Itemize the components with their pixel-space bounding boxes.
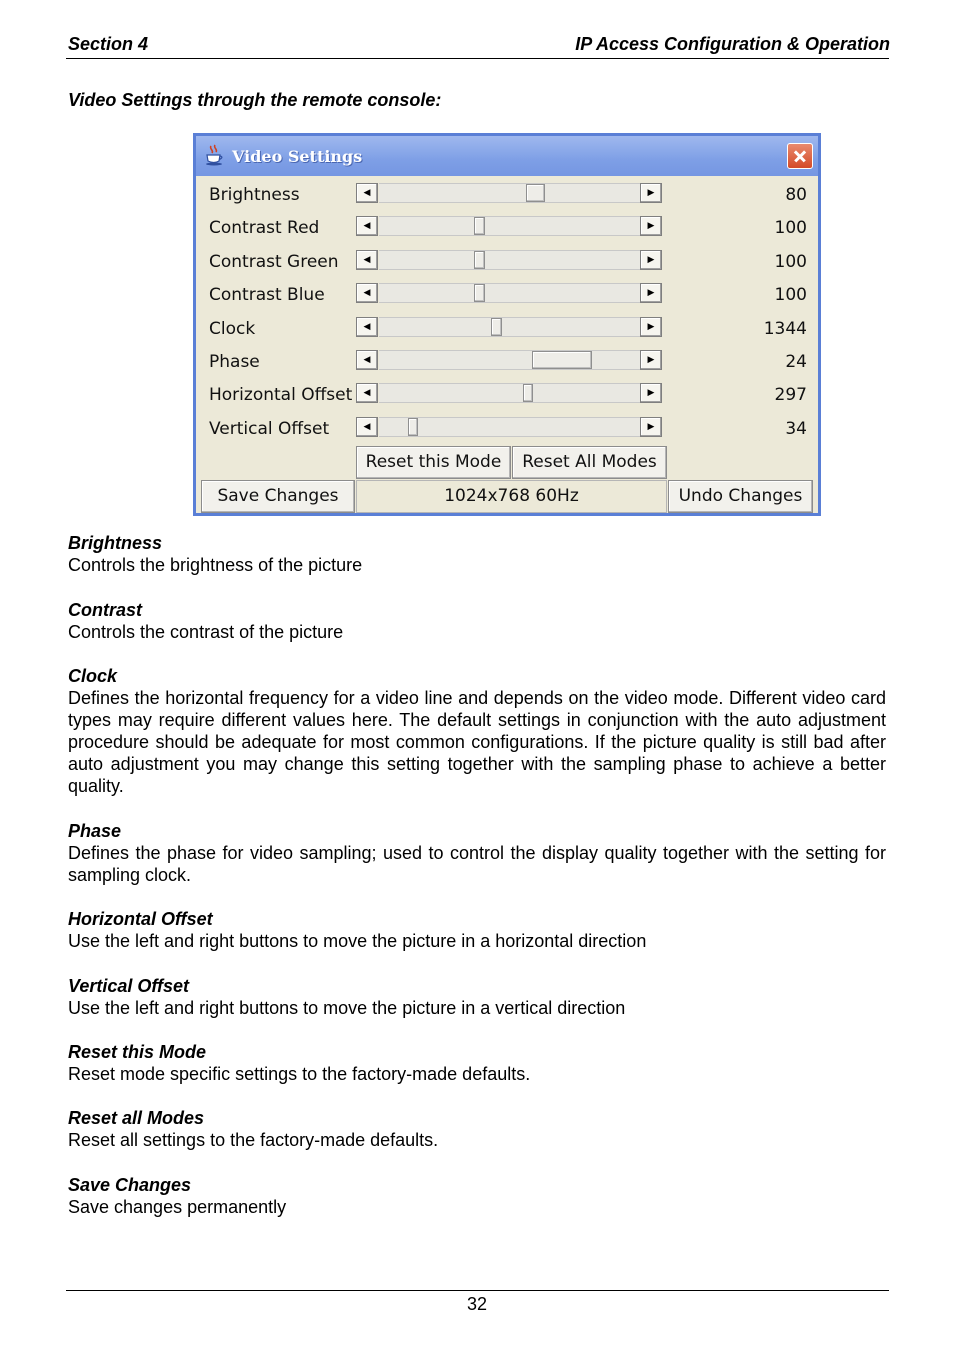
- section-title: Vertical Offset: [68, 976, 190, 996]
- arrow-right-icon[interactable]: ▶: [640, 183, 662, 203]
- window-title: Video Settings: [232, 147, 363, 166]
- setting-value: 1344: [763, 318, 807, 339]
- arrow-right-icon[interactable]: ▶: [640, 383, 662, 403]
- arrow-right-icon[interactable]: ▶: [640, 417, 662, 437]
- intro-heading: Video Settings through the remote console:: [68, 90, 442, 110]
- section-clock: [68, 665, 886, 797]
- slider-thumb[interactable]: [532, 351, 592, 369]
- setting-label: Contrast Green: [209, 251, 339, 272]
- undo-changes-button[interactable]: Undo Changes: [668, 480, 813, 513]
- slider-track[interactable]: [379, 317, 640, 337]
- arrow-right-icon[interactable]: ▶: [640, 317, 662, 337]
- section-text: Controls the brightness of the picture: [68, 555, 363, 575]
- java-cup-icon: [204, 144, 224, 166]
- section-contrast: [68, 599, 886, 643]
- save-changes-button[interactable]: Save Changes: [201, 480, 355, 513]
- arrow-left-icon[interactable]: ◀: [356, 183, 378, 203]
- settings-rows: [199, 178, 815, 445]
- setting-value: 297: [774, 385, 807, 406]
- setting-value: 100: [774, 251, 807, 272]
- arrow-right-icon[interactable]: ▶: [640, 216, 662, 236]
- footer-rule: [66, 1290, 889, 1291]
- setting-value: 100: [774, 218, 807, 239]
- header-rule: [66, 58, 889, 59]
- slider-track[interactable]: [379, 183, 640, 203]
- section-label: Section 4: [68, 34, 149, 54]
- section-title: Reset this Mode: [68, 1042, 207, 1062]
- section-text: Use the left and right buttons to move the picture in a vertical direction: [68, 998, 626, 1018]
- section-text: Reset mode specific settings to the factory-made defaults.: [68, 1064, 531, 1084]
- setting-label: Clock: [209, 318, 256, 339]
- arrow-right-icon[interactable]: ▶: [640, 250, 662, 270]
- setting-row-horizontal-offset: [199, 378, 815, 411]
- setting-value: 24: [785, 351, 807, 372]
- slider-thumb[interactable]: [474, 251, 484, 269]
- slider-track[interactable]: [379, 417, 640, 437]
- reset-all-modes-button[interactable]: Reset All Modes: [512, 446, 667, 479]
- section-text: Defines the phase for video sampling; used to control the display quality together with the setting for sampling clock.: [68, 843, 886, 885]
- setting-label: Brightness: [209, 185, 300, 205]
- setting-row-phase: [199, 345, 815, 378]
- slider-track[interactable]: [379, 250, 640, 270]
- arrow-right-icon[interactable]: ▶: [640, 283, 662, 303]
- setting-value: 100: [774, 285, 807, 306]
- section-title: Horizontal Offset: [68, 909, 213, 929]
- section-reset-this-mode: [68, 1041, 886, 1085]
- setting-row-contrast-green: [199, 245, 815, 278]
- section-phase: [68, 820, 886, 886]
- section-brightness: [68, 532, 886, 576]
- arrow-left-icon[interactable]: ◀: [356, 383, 378, 403]
- slider-thumb[interactable]: [523, 384, 533, 402]
- slider-thumb[interactable]: [474, 217, 484, 235]
- slider-thumb[interactable]: [526, 184, 544, 202]
- arrow-right-icon[interactable]: ▶: [640, 350, 662, 370]
- reset-this-mode-button[interactable]: Reset this Mode: [356, 446, 511, 479]
- section-text: Controls the contrast of the picture: [68, 622, 344, 642]
- chapter-title: IP Access Configuration & Operation: [575, 34, 890, 54]
- section-vertical-offset: [68, 975, 886, 1019]
- setting-row-vertical-offset: [199, 412, 815, 445]
- section-title: Reset all Modes: [68, 1108, 205, 1128]
- section-text: Use the left and right buttons to move the picture in a horizontal direction: [68, 931, 647, 951]
- slider-thumb[interactable]: [408, 418, 418, 436]
- setting-label: Contrast Blue: [209, 285, 325, 306]
- setting-value: 34: [785, 418, 807, 439]
- setting-label: Contrast Red: [209, 218, 320, 239]
- page-number: 32: [466, 1294, 488, 1314]
- setting-row-contrast-red: [199, 211, 815, 244]
- window-titlebar[interactable]: [196, 136, 818, 176]
- setting-label: Phase: [209, 351, 260, 372]
- section-title: Phase: [68, 821, 122, 841]
- section-text: Defines the horizontal frequency for a video line and depends on the video mode. Different video card types may require different values here. The default settings in conjunction with the auto adjustment procedure should be adequate for most common configurations. If the picture quality is still bad after auto adjustment you may change this setting together with the sampling phase to achieve a better quality.: [68, 688, 886, 796]
- arrow-left-icon[interactable]: ◀: [356, 350, 378, 370]
- setting-label: Vertical Offset: [209, 418, 330, 439]
- section-text: Save changes permanently: [68, 1197, 287, 1217]
- section-reset-all-modes: [68, 1107, 886, 1151]
- arrow-left-icon[interactable]: ◀: [356, 216, 378, 236]
- arrow-left-icon[interactable]: ◀: [356, 250, 378, 270]
- video-mode-display: 1024x768 60Hz: [356, 480, 667, 513]
- slider-track[interactable]: [379, 350, 640, 370]
- slider-track[interactable]: [379, 283, 640, 303]
- slider-track[interactable]: [379, 383, 640, 403]
- section-title: Clock: [68, 666, 118, 686]
- slider-thumb[interactable]: [491, 318, 501, 336]
- arrow-left-icon[interactable]: ◀: [356, 317, 378, 337]
- video-settings-window: [193, 133, 821, 516]
- setting-row-contrast-blue: [199, 278, 815, 311]
- slider-track[interactable]: [379, 216, 640, 236]
- arrow-left-icon[interactable]: ◀: [356, 283, 378, 303]
- setting-value: 80: [785, 185, 807, 205]
- setting-row-clock: [199, 312, 815, 345]
- slider-thumb[interactable]: [474, 284, 484, 302]
- section-title: Contrast: [68, 600, 143, 620]
- setting-label: Horizontal Offset: [209, 385, 353, 406]
- section-title: Save Changes: [68, 1175, 192, 1195]
- section-text: Reset all settings to the factory-made defaults.: [68, 1130, 439, 1150]
- arrow-left-icon[interactable]: ◀: [356, 417, 378, 437]
- section-title: Brightness: [68, 533, 163, 553]
- close-icon[interactable]: [787, 143, 813, 169]
- setting-row-brightness: [199, 178, 815, 211]
- section-save-changes: [68, 1174, 886, 1218]
- section-horizontal-offset: [68, 908, 886, 952]
